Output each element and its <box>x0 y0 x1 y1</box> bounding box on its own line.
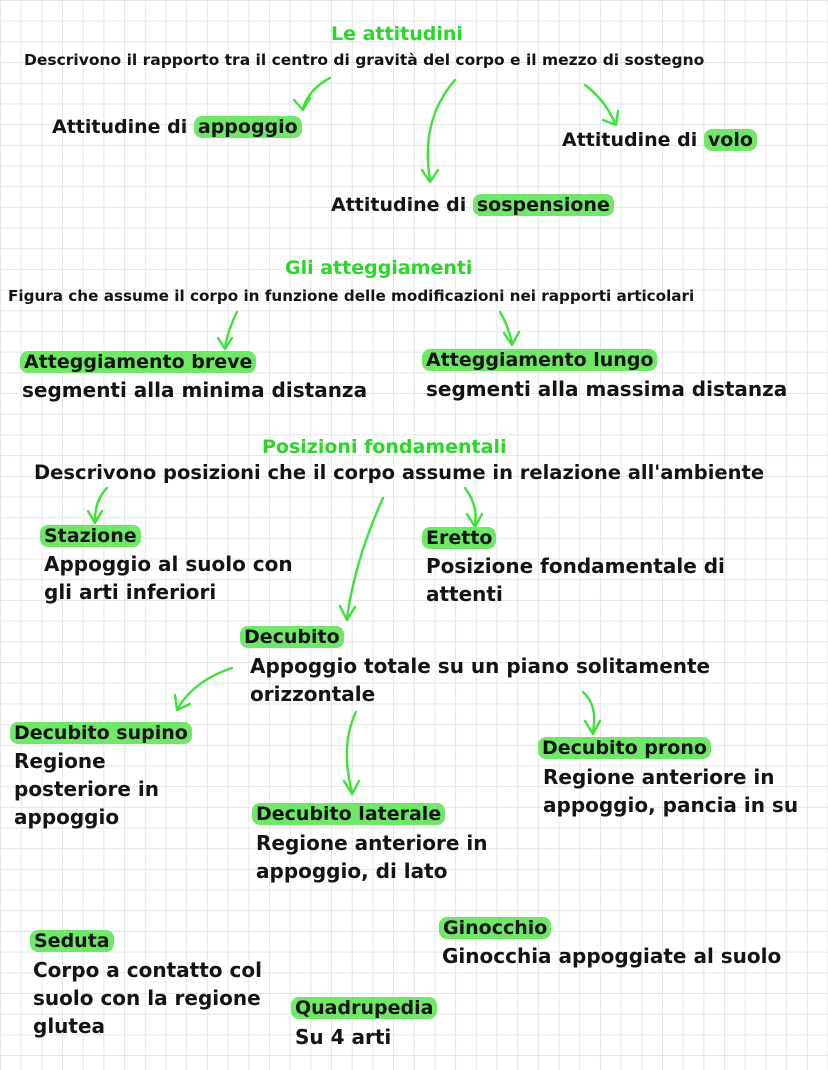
arrow-to-stazione <box>88 488 107 523</box>
ginocchio <box>439 919 551 938</box>
arrow-to-lungo <box>500 312 519 345</box>
atteggiamento-breve <box>20 353 256 372</box>
attitudine-appoggio-prefix: Attitudine di <box>52 116 194 138</box>
decubito-prono <box>538 739 711 758</box>
eretto <box>422 529 496 548</box>
attitudine-volo <box>562 131 757 150</box>
seduta <box>30 932 114 951</box>
stazione-label: Stazione <box>40 525 141 547</box>
arrow-to-laterale <box>344 712 359 794</box>
ginocchio-label: Ginocchio <box>439 917 551 939</box>
decubito-supino-desc: Regione posteriore in appoggio <box>14 749 160 829</box>
attitudini-subtitle: Descrivono il rapporto tra il centro di gravità del corpo e il mezzo di sostegno <box>24 51 705 69</box>
stazione <box>40 527 141 546</box>
attitudine-sospensione-prefix: Attitudine di <box>331 194 473 216</box>
decubito-laterale-label: Decubito laterale <box>252 803 445 825</box>
atteggiamento-breve-label: Atteggiamento breve <box>20 351 256 373</box>
atteggiamento-breve-desc: segmenti alla minima distanza <box>22 378 368 402</box>
attitudine-appoggio <box>52 118 302 137</box>
seduta-desc: Corpo a contatto col suolo con la regione glutea <box>33 958 262 1038</box>
ginocchio-desc: Ginocchia appoggiate al suolo <box>442 944 782 968</box>
eretto-desc: Posizione fondamentale di attenti <box>426 554 725 606</box>
decubito-prono-desc: Regione anteriore in appoggio, pancia in su <box>543 765 799 817</box>
arrow-to-volo <box>585 85 618 125</box>
attitudine-volo-prefix: Attitudine di <box>562 129 704 151</box>
atteggiamenti-title: Gli atteggiamenti <box>285 257 473 279</box>
quadrupedia <box>291 999 437 1018</box>
decubito-prono-label: Decubito prono <box>538 737 711 759</box>
atteggiamento-lungo <box>422 351 657 370</box>
arrow-to-eretto <box>465 488 482 527</box>
decubito-laterale-desc: Regione anteriore in appoggio, di lato <box>256 831 488 883</box>
arrow-to-appoggio <box>294 78 330 110</box>
quadrupedia-desc: Su 4 arti <box>295 1025 392 1049</box>
attitudine-appoggio-highlight: appoggio <box>194 116 302 138</box>
attitudine-sospensione <box>331 196 614 215</box>
atteggiamenti-subtitle: Figura che assume il corpo in funzione delle modificazioni nei rapporti articolari <box>8 287 695 305</box>
arrow-to-decubito <box>340 498 383 620</box>
posizioni-title: Posizioni fondamentali <box>262 436 507 458</box>
decubito-laterale <box>252 805 445 824</box>
posizioni-subtitle: Descrivono posizioni che il corpo assume in relazione all'ambiente <box>34 461 765 484</box>
atteggiamento-lungo-desc: segmenti alla massima distanza <box>426 377 788 401</box>
decubito-label: Decubito <box>240 626 344 648</box>
decubito <box>240 628 344 647</box>
arrow-to-sospensione <box>422 80 455 182</box>
eretto-label: Eretto <box>422 527 496 549</box>
stazione-desc: Appoggio al suolo con gli arti inferiori <box>44 552 293 604</box>
attitudini-title: Le attitudini <box>331 23 463 45</box>
atteggiamento-lungo-label: Atteggiamento lungo <box>422 349 657 371</box>
arrow-to-supino <box>175 668 232 710</box>
arrow-to-breve <box>218 312 237 349</box>
attitudine-volo-highlight: volo <box>704 129 757 151</box>
decubito-desc: Appoggio totale su un piano solitamente orizzontale <box>250 654 711 706</box>
decubito-supino-label: Decubito supino <box>10 722 192 744</box>
seduta-label: Seduta <box>30 930 114 952</box>
attitudine-sospensione-highlight: sospensione <box>473 194 614 216</box>
quadrupedia-label: Quadrupedia <box>291 997 437 1019</box>
decubito-supino <box>10 724 192 743</box>
